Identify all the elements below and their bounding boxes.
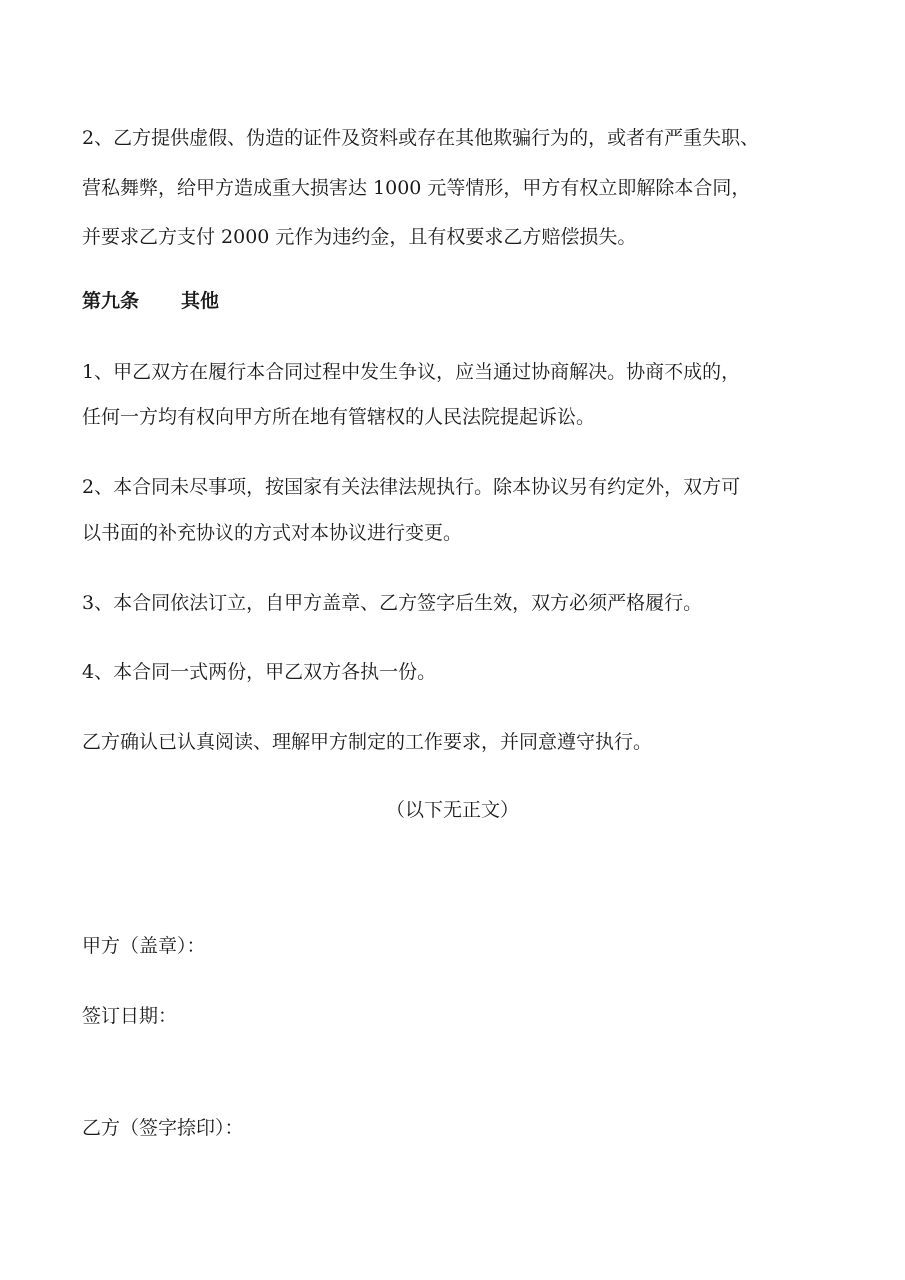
clause9-number: 第九条: [82, 290, 140, 312]
clause8-item2-line1: 2、乙方提供虚假、伪造的证件及资料或存在其他欺骗行为的，或者有严重失职、: [82, 127, 760, 149]
end-of-text-note: （以下无正文）: [385, 799, 519, 821]
clause9-item3: 3、本合同依法订立，自甲方盖章、乙方签字后生效，双方必须严格履行。: [82, 592, 703, 614]
party-b-signature-label: 乙方（签字捺印）：: [82, 1117, 244, 1139]
party-a-seal-label: 甲方（盖章）：: [82, 935, 206, 957]
clause8-item2-line3: 并要求乙方支付 2000 元作为违约金，且有权要求乙方赔偿损失。: [82, 226, 637, 248]
clause9-item2-line2: 以书面的补充协议的方式对本协议进行变更。: [82, 522, 463, 544]
clause9-heading: [82, 290, 219, 312]
clause9-item1-line2: 任何一方均有权向甲方所在地有管辖权的人民法院提起诉讼。: [82, 406, 596, 428]
clause9-item1-line1: 1、甲乙双方在履行本合同过程中发生争议，应当通过协商解决。协商不成的，: [82, 361, 741, 383]
confirmation-statement: 乙方确认已认真阅读、理解甲方制定的工作要求，并同意遵守执行。: [82, 731, 653, 753]
clause9-item4: 4、本合同一式两份，甲乙双方各执一份。: [82, 661, 437, 683]
sign-date-label: 签订日期：: [82, 1005, 178, 1027]
clause9-item2-line1: 2、本合同未尽事项，按国家有关法律法规执行。除本协议另有约定外，双方可: [82, 476, 741, 498]
clause9-title: 其他: [181, 290, 220, 312]
clause8-item2-line2: 营私舞弊，给甲方造成重大损害达 1000 元等情形，甲方有权立即解除本合同，: [82, 177, 751, 199]
